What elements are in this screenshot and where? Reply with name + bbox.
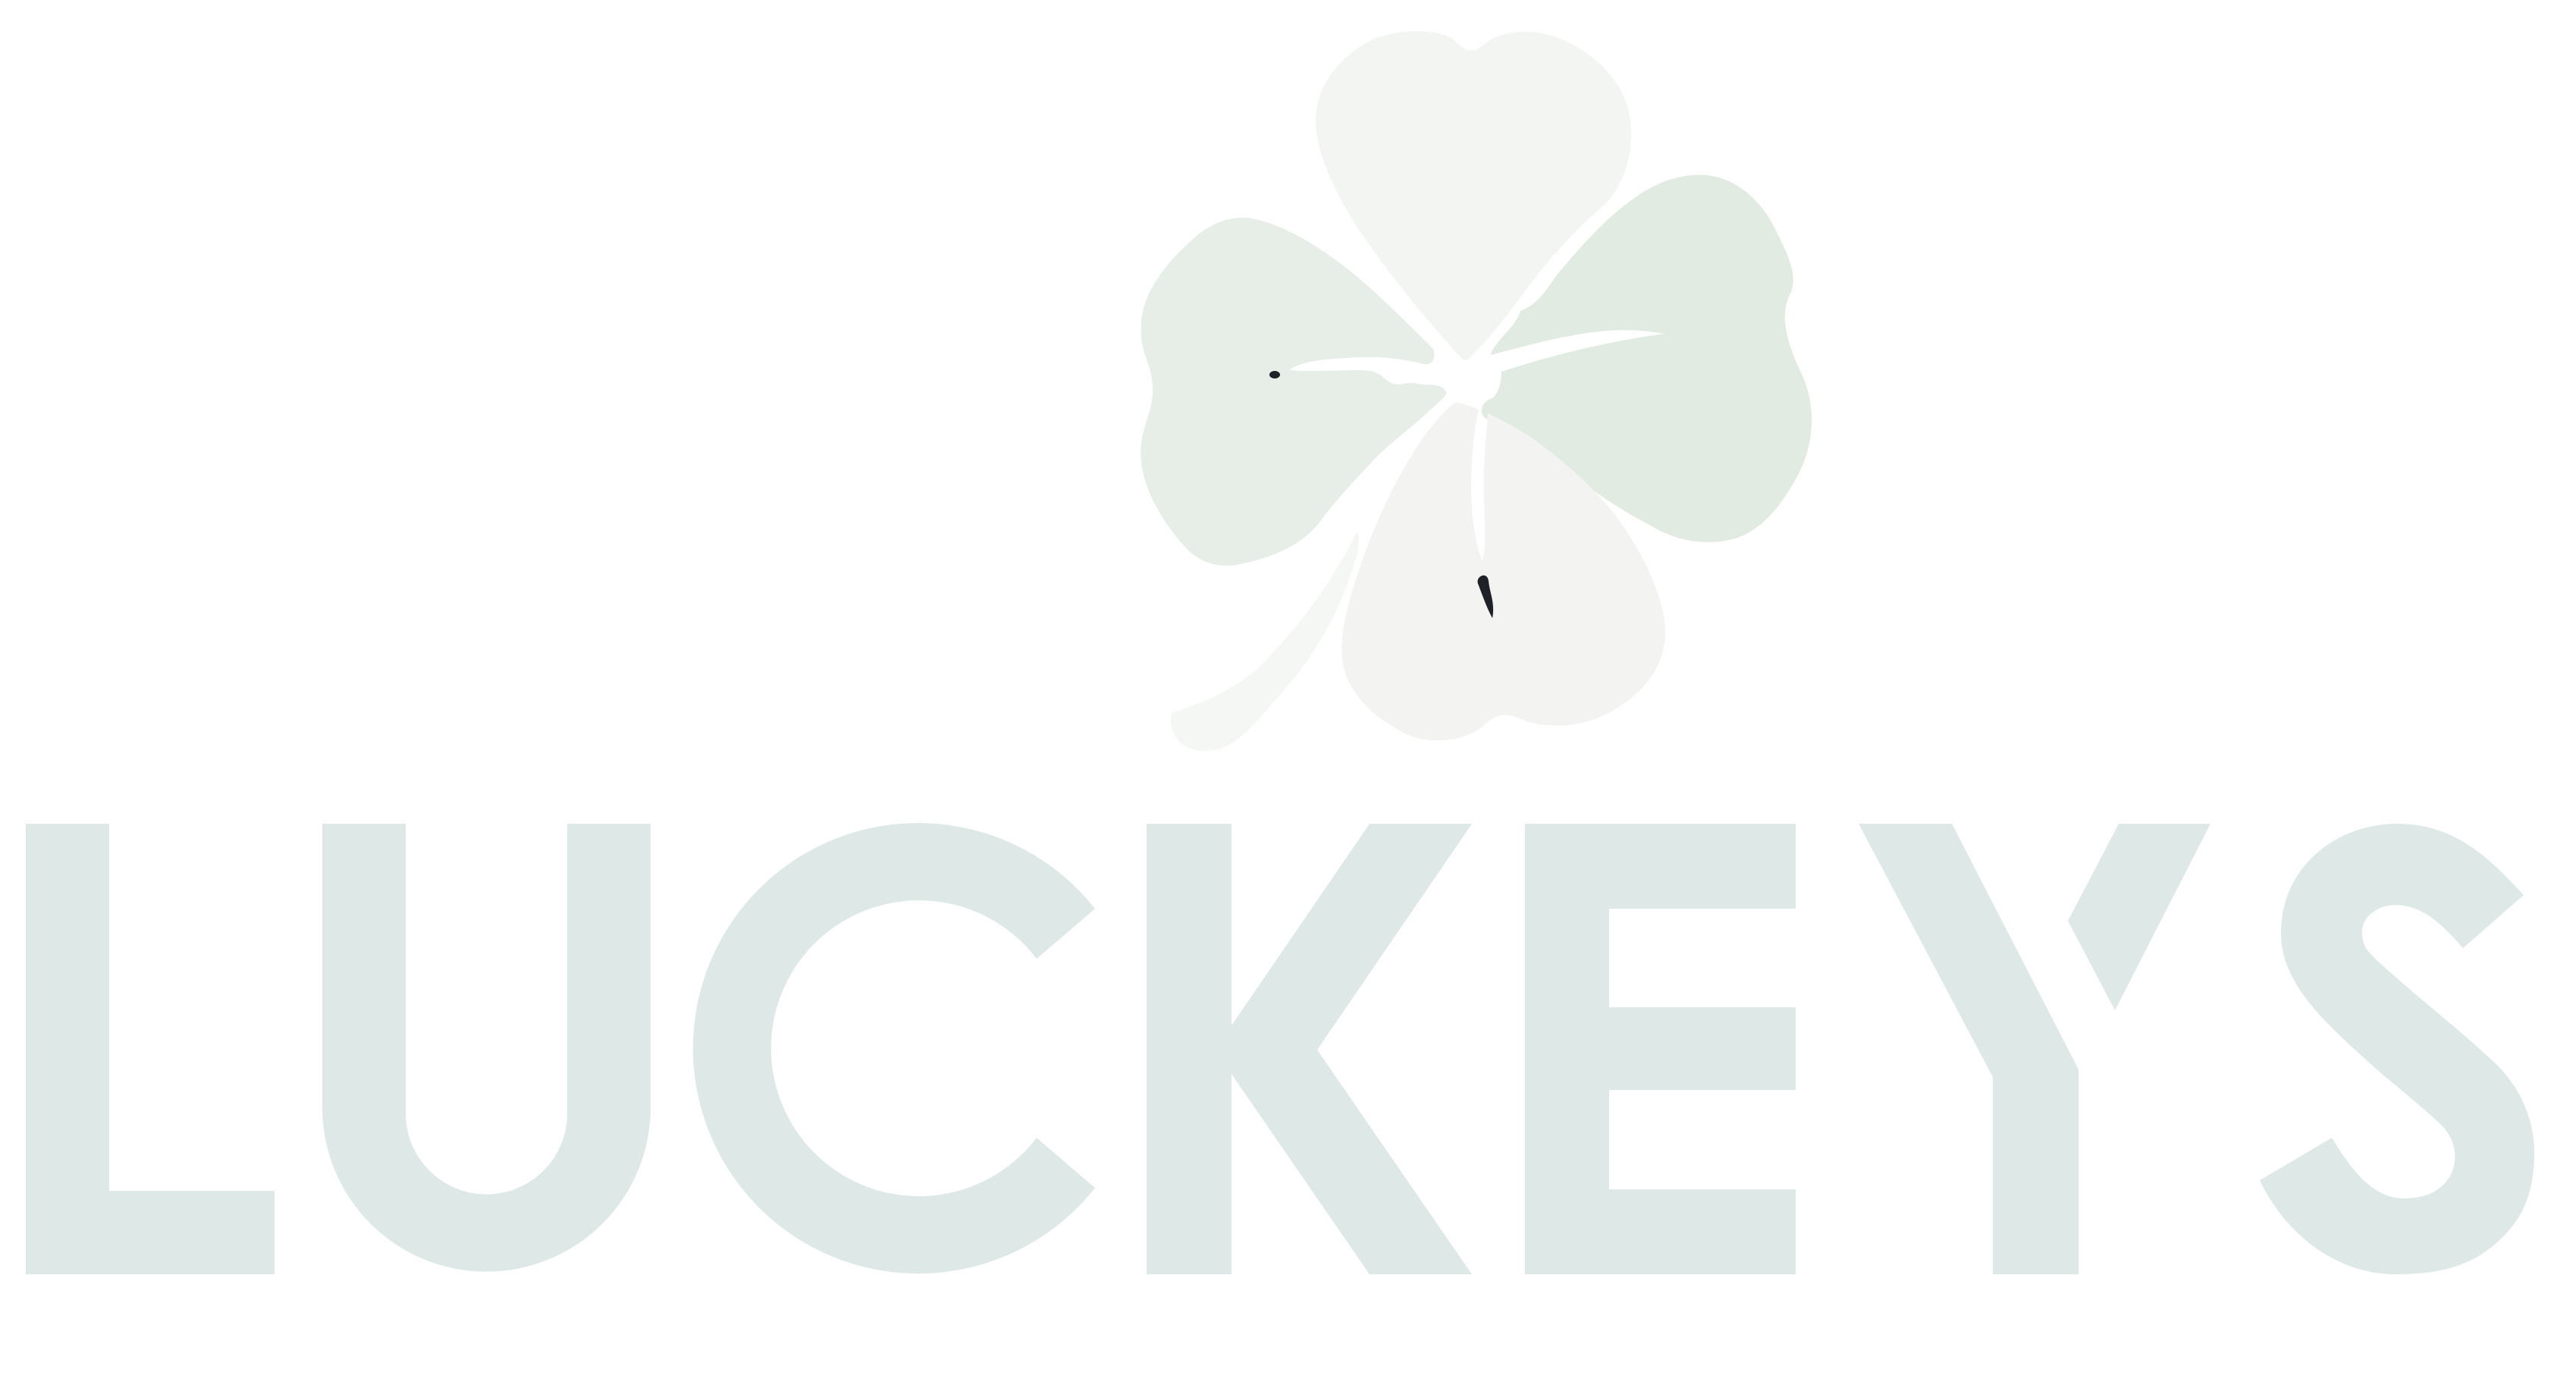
wordmark-letters: [0, 812, 2576, 1282]
letter-y: [1859, 824, 2079, 1274]
clover-icon: [1130, 23, 1828, 766]
letter-u: [322, 824, 651, 1272]
letter-c: [693, 823, 1095, 1274]
letter-s: [2260, 824, 2534, 1274]
letter-l: [26, 824, 275, 1274]
wordmark: [0, 812, 2576, 1282]
letter-apostrophe: [2068, 824, 2210, 1010]
clover-dot: [1269, 371, 1280, 379]
letter-e: [1525, 824, 1796, 1274]
letter-k: [1147, 824, 1472, 1274]
clover-stem: [1171, 531, 1359, 751]
